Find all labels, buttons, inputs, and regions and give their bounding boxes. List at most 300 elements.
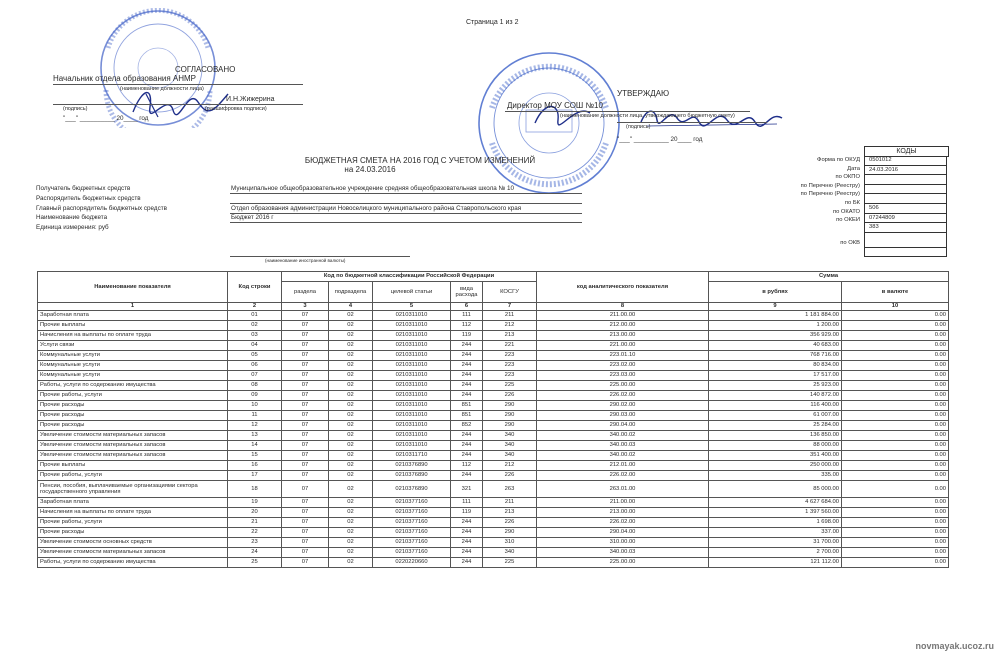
row-type: 112	[451, 321, 483, 331]
row-target: 0210311010	[373, 391, 451, 401]
row-kosgu: 223	[483, 351, 537, 361]
row-section: 07	[282, 558, 329, 568]
row-sum-rub: 1 397 560.00	[709, 508, 842, 518]
row-type: 244	[451, 558, 483, 568]
code-value: 0501012	[864, 156, 947, 166]
row-analytic: 290.04.00	[537, 528, 709, 538]
table-row	[38, 451, 949, 461]
requisite-line	[230, 193, 582, 194]
row-name: Прочие выплаты	[38, 321, 228, 331]
row-type: 852	[451, 421, 483, 431]
approval-left-decode-note: (расшифровка подписи)	[205, 106, 267, 112]
column-number: 8	[537, 303, 709, 311]
row-analytic: 340.00.02	[537, 451, 709, 461]
row-sum-rub: 85 000.00	[709, 481, 842, 498]
row-type: 851	[451, 411, 483, 421]
row-section: 07	[282, 351, 329, 361]
row-code: 01	[228, 311, 282, 321]
row-target: 0210376890	[373, 461, 451, 471]
row-sum-currency: 0.00	[842, 451, 949, 461]
watermark: novmayak.ucoz.ru	[915, 641, 994, 651]
row-section: 07	[282, 431, 329, 441]
row-target: 0210377160	[373, 538, 451, 548]
row-analytic: 211.00.00	[537, 311, 709, 321]
row-section: 07	[282, 401, 329, 411]
row-sum-currency: 0.00	[842, 461, 949, 471]
column-number: 1	[38, 303, 228, 311]
row-name: Прочие расходы	[38, 401, 228, 411]
row-code: 24	[228, 548, 282, 558]
row-section: 07	[282, 518, 329, 528]
row-sum-currency: 0.00	[842, 351, 949, 361]
row-name: Увеличение стоимости материальных запасов	[38, 548, 228, 558]
column-number: 9	[709, 303, 842, 311]
row-sum-rub: 337.00	[709, 528, 842, 538]
row-name: Работы, услуги по содержанию имущества	[38, 558, 228, 568]
row-section: 07	[282, 331, 329, 341]
row-sum-currency: 0.00	[842, 381, 949, 391]
requisite-line	[230, 213, 582, 214]
row-sum-rub: 1 181 884.00	[709, 311, 842, 321]
row-section: 07	[282, 451, 329, 461]
table-row	[38, 341, 949, 351]
header-section: раздела	[282, 282, 329, 303]
requisite-label: Главный распорядитель бюджетных средств	[36, 205, 167, 212]
row-sum-rub: 335.00	[709, 471, 842, 481]
row-kosgu: 290	[483, 401, 537, 411]
row-subsection: 02	[329, 351, 373, 361]
row-section: 07	[282, 321, 329, 331]
row-kosgu: 340	[483, 431, 537, 441]
row-subsection: 02	[329, 331, 373, 341]
table-row	[38, 381, 949, 391]
row-target: 0210311010	[373, 371, 451, 381]
row-analytic: 212.00.00	[537, 321, 709, 331]
row-type: 244	[451, 371, 483, 381]
row-sum-rub: 351 400.00	[709, 451, 842, 461]
approval-left-date: "___" __________ 20____ год	[63, 115, 149, 122]
row-kosgu: 290	[483, 411, 537, 421]
approval-right-sign-line	[617, 122, 767, 123]
row-section: 07	[282, 508, 329, 518]
row-section: 07	[282, 461, 329, 471]
row-kosgu: 290	[483, 421, 537, 431]
code-value: 24.03.2016	[864, 166, 947, 176]
row-subsection: 02	[329, 311, 373, 321]
table-row	[38, 441, 949, 451]
requisite-value: Муниципальное общеобразовательное учреждение средняя общеобразовательная школа № 10	[231, 185, 515, 192]
row-name: Услуги связи	[38, 341, 228, 351]
table-row	[38, 321, 949, 331]
row-code: 20	[228, 508, 282, 518]
row-name: Начисления на выплаты по оплате труда	[38, 508, 228, 518]
row-subsection: 02	[329, 481, 373, 498]
row-sum-rub: 768 716.00	[709, 351, 842, 361]
row-sum-currency: 0.00	[842, 508, 949, 518]
header-subsection: подраздела	[329, 282, 373, 303]
row-analytic: 226.02.00	[537, 471, 709, 481]
row-target: 0210377160	[373, 528, 451, 538]
row-sum-currency: 0.00	[842, 411, 949, 421]
row-section: 07	[282, 498, 329, 508]
requisite-line	[230, 203, 582, 204]
table-row	[38, 498, 949, 508]
row-kosgu: 211	[483, 498, 537, 508]
approval-right-date: "___" __________ 20____ год	[617, 136, 703, 143]
row-type: 244	[451, 538, 483, 548]
code-label: по БК	[844, 199, 860, 206]
row-section: 07	[282, 341, 329, 351]
row-subsection: 02	[329, 421, 373, 431]
row-kosgu: 211	[483, 311, 537, 321]
table-row	[38, 401, 949, 411]
row-type: 244	[451, 548, 483, 558]
row-sum-currency: 0.00	[842, 371, 949, 381]
code-label: по ОКАТО	[832, 208, 860, 215]
approval-right-line	[505, 111, 750, 112]
row-analytic: 223.01.10	[537, 351, 709, 361]
approval-left-signature-note: (подпись)	[63, 106, 88, 112]
row-analytic: 223.03.00	[537, 371, 709, 381]
header-kosgu: КОСГУ	[483, 282, 537, 303]
row-sum-currency: 0.00	[842, 558, 949, 568]
row-subsection: 02	[329, 411, 373, 421]
header-analytic: код аналитического показателя	[537, 272, 709, 303]
row-type: 244	[451, 361, 483, 371]
approval-right-signature-note: (подпись)	[626, 124, 651, 130]
row-target: 0210311010	[373, 351, 451, 361]
code-value	[864, 185, 947, 195]
row-code: 06	[228, 361, 282, 371]
row-kosgu: 212	[483, 321, 537, 331]
header-rub: в рублях	[709, 282, 842, 303]
row-sum-currency: 0.00	[842, 391, 949, 401]
row-code: 09	[228, 391, 282, 401]
row-section: 07	[282, 441, 329, 451]
row-sum-rub: 1 200.00	[709, 321, 842, 331]
code-value: 07244809	[864, 214, 947, 224]
row-sum-currency: 0.00	[842, 421, 949, 431]
row-name: Увеличение стоимости материальных запасов	[38, 451, 228, 461]
code-value	[864, 175, 947, 185]
code-label: по Перечню (Реестру)	[800, 182, 860, 189]
row-name: Работы, услуги по содержанию имущества	[38, 381, 228, 391]
row-subsection: 02	[329, 441, 373, 451]
approval-right-heading: УТВЕРЖДАЮ	[617, 89, 670, 98]
row-analytic: 290.02.00	[537, 401, 709, 411]
row-subsection: 02	[329, 461, 373, 471]
row-sum-rub: 121 112.00	[709, 558, 842, 568]
row-subsection: 02	[329, 431, 373, 441]
header-bk: Код по бюджетной классификации Российской Федерации	[282, 272, 537, 282]
row-name: Начисления на выплаты по оплате труда	[38, 331, 228, 341]
row-subsection: 02	[329, 341, 373, 351]
row-section: 07	[282, 391, 329, 401]
budget-table	[37, 271, 949, 568]
row-kosgu: 212	[483, 461, 537, 471]
currency-line	[230, 256, 410, 257]
row-sum-currency: 0.00	[842, 331, 949, 341]
row-name: Коммунальные услуги	[38, 361, 228, 371]
row-subsection: 02	[329, 538, 373, 548]
row-type: 851	[451, 401, 483, 411]
row-sum-rub: 140 872.00	[709, 391, 842, 401]
row-code: 08	[228, 381, 282, 391]
row-subsection: 02	[329, 548, 373, 558]
row-name: Прочие расходы	[38, 528, 228, 538]
table-row	[38, 558, 949, 568]
row-code: 10	[228, 401, 282, 411]
row-target: 0210377160	[373, 498, 451, 508]
row-kosgu: 213	[483, 331, 537, 341]
column-number: 4	[329, 303, 373, 311]
row-name: Пенсии, пособия, выплачиваемые организациями сектора государственного управления	[38, 481, 228, 498]
row-sum-currency: 0.00	[842, 401, 949, 411]
row-type: 244	[451, 441, 483, 451]
row-section: 07	[282, 528, 329, 538]
approval-left-sign-line	[53, 104, 303, 105]
row-code: 15	[228, 451, 282, 461]
requisite-label: Распорядитель бюджетных средств	[36, 195, 141, 202]
row-type: 119	[451, 508, 483, 518]
row-section: 07	[282, 538, 329, 548]
row-section: 07	[282, 361, 329, 371]
column-number: 3	[282, 303, 329, 311]
row-sum-currency: 0.00	[842, 528, 949, 538]
row-section: 07	[282, 311, 329, 321]
row-analytic: 263.01.00	[537, 481, 709, 498]
code-value	[864, 194, 947, 204]
row-kosgu: 223	[483, 361, 537, 371]
row-name: Коммунальные услуги	[38, 371, 228, 381]
column-number: 10	[842, 303, 949, 311]
row-sum-currency: 0.00	[842, 481, 949, 498]
requisite-label: Единица измерения: руб	[36, 224, 109, 231]
row-target: 0210311010	[373, 361, 451, 371]
table-row	[38, 411, 949, 421]
row-analytic: 226.02.00	[537, 391, 709, 401]
row-subsection: 02	[329, 321, 373, 331]
row-analytic: 310.00.00	[537, 538, 709, 548]
table-row	[38, 538, 949, 548]
row-analytic: 213.00.00	[537, 508, 709, 518]
row-type: 119	[451, 331, 483, 341]
codes-values	[864, 156, 947, 257]
header-target: целевой статьи	[373, 282, 451, 303]
row-type: 321	[451, 481, 483, 498]
table-row	[38, 431, 949, 441]
row-sum-rub: 40 683.00	[709, 341, 842, 351]
row-target: 0210377160	[373, 518, 451, 528]
row-section: 07	[282, 421, 329, 431]
row-target: 0210311710	[373, 451, 451, 461]
row-subsection: 02	[329, 528, 373, 538]
row-sum-currency: 0.00	[842, 538, 949, 548]
row-type: 111	[451, 498, 483, 508]
row-subsection: 02	[329, 471, 373, 481]
row-code: 23	[228, 538, 282, 548]
row-section: 07	[282, 548, 329, 558]
row-code: 25	[228, 558, 282, 568]
header-name: Наименование показателя	[38, 272, 228, 303]
row-subsection: 02	[329, 558, 373, 568]
row-analytic: 225.00.00	[537, 381, 709, 391]
row-analytic: 225.00.00	[537, 558, 709, 568]
row-sum-currency: 0.00	[842, 548, 949, 558]
row-target: 0210311010	[373, 441, 451, 451]
approval-left-heading: СОГЛАСОВАНО	[175, 65, 236, 74]
codes-labels	[740, 156, 860, 247]
row-target: 0210311010	[373, 381, 451, 391]
table-row	[38, 481, 949, 498]
requisite-value: Бюджет 2016 г	[231, 214, 274, 221]
column-number: 2	[228, 303, 282, 311]
row-target: 0220220660	[373, 558, 451, 568]
row-sum-rub: 25 284.00	[709, 421, 842, 431]
row-sum-rub: 31 700.00	[709, 538, 842, 548]
row-subsection: 02	[329, 451, 373, 461]
currency-note: (наименование иностранной валюты)	[265, 258, 346, 263]
row-sum-rub: 2 700.00	[709, 548, 842, 558]
code-label: по ОКПО	[835, 174, 860, 181]
row-kosgu: 226	[483, 518, 537, 528]
row-name: Увеличение стоимости основных средств	[38, 538, 228, 548]
table-row	[38, 471, 949, 481]
code-label: Форма по ОКУД	[817, 157, 860, 163]
row-kosgu: 225	[483, 558, 537, 568]
row-code: 17	[228, 471, 282, 481]
row-sum-rub: 25 923.00	[709, 381, 842, 391]
row-analytic: 340.00.03	[537, 441, 709, 451]
row-code: 03	[228, 331, 282, 341]
row-name: Прочие работы, услуги	[38, 471, 228, 481]
requisite-label: Наименование бюджета	[36, 214, 108, 221]
table-row	[38, 518, 949, 528]
row-type: 244	[451, 431, 483, 441]
row-type: 244	[451, 381, 483, 391]
approval-right-position-note: (наименование должности лица, утверждающего бюджетную смету)	[560, 113, 735, 119]
code-label: по ОКВ	[840, 239, 860, 246]
table-row	[38, 508, 949, 518]
row-section: 07	[282, 481, 329, 498]
row-subsection: 02	[329, 508, 373, 518]
row-type: 244	[451, 518, 483, 528]
row-analytic: 340.00.03	[537, 548, 709, 558]
document-date: на 24.03.2016	[344, 165, 396, 174]
row-analytic: 223.02.00	[537, 361, 709, 371]
row-analytic: 212.01.00	[537, 461, 709, 471]
row-name: Прочие расходы	[38, 411, 228, 421]
row-analytic: 290.04.00	[537, 421, 709, 431]
row-sum-currency: 0.00	[842, 341, 949, 351]
row-kosgu: 290	[483, 528, 537, 538]
row-code: 19	[228, 498, 282, 508]
row-kosgu: 213	[483, 508, 537, 518]
code-label: по Перечню (Реестру)	[800, 191, 860, 198]
row-name: Заработная плата	[38, 311, 228, 321]
code-value: 383	[864, 223, 947, 233]
row-sum-currency: 0.00	[842, 498, 949, 508]
page-label: Страница 1 из 2	[466, 19, 519, 26]
row-sum-rub: 250 000.00	[709, 461, 842, 471]
table-row	[38, 371, 949, 381]
row-name: Прочие выплаты	[38, 461, 228, 471]
row-kosgu: 225	[483, 381, 537, 391]
row-name: Увеличение стоимости материальных запасов	[38, 431, 228, 441]
row-subsection: 02	[329, 381, 373, 391]
row-target: 0210311010	[373, 311, 451, 321]
row-sum-currency: 0.00	[842, 311, 949, 321]
table-row	[38, 361, 949, 371]
document-title: БЮДЖЕТНАЯ СМЕТА НА 2016 ГОД С УЧЕТОМ ИЗМЕНЕНИЙ	[304, 156, 536, 165]
table-row	[38, 548, 949, 558]
row-code: 11	[228, 411, 282, 421]
row-code: 04	[228, 341, 282, 351]
code-value	[864, 248, 947, 258]
row-subsection: 02	[329, 361, 373, 371]
row-target: 0210311010	[373, 421, 451, 431]
row-type: 244	[451, 528, 483, 538]
approval-left-position-note: (наименование должности лица)	[120, 86, 204, 92]
header-row-code: Код строки	[228, 272, 282, 303]
row-name: Заработная плата	[38, 498, 228, 508]
row-target: 0210311010	[373, 341, 451, 351]
row-kosgu: 226	[483, 471, 537, 481]
header-type: вида расхода	[451, 282, 483, 303]
row-code: 02	[228, 321, 282, 331]
row-analytic: 221.00.00	[537, 341, 709, 351]
row-analytic: 211.00.00	[537, 498, 709, 508]
table-row	[38, 421, 949, 431]
approval-right-position: Директор МОУ СОШ №10	[507, 101, 603, 110]
row-target: 0210377160	[373, 548, 451, 558]
column-number: 6	[451, 303, 483, 311]
row-section: 07	[282, 381, 329, 391]
row-name: Прочие расходы	[38, 421, 228, 431]
row-section: 07	[282, 371, 329, 381]
row-section: 07	[282, 471, 329, 481]
row-sum-currency: 0.00	[842, 321, 949, 331]
row-code: 16	[228, 461, 282, 471]
row-name: Увеличение стоимости материальных запасов	[38, 441, 228, 451]
column-number: 5	[373, 303, 451, 311]
row-kosgu: 340	[483, 441, 537, 451]
requisite-line	[230, 222, 582, 223]
row-sum-currency: 0.00	[842, 441, 949, 451]
row-sum-currency: 0.00	[842, 431, 949, 441]
row-code: 18	[228, 481, 282, 498]
approval-left-name: И.Н.Жижерина	[226, 96, 275, 103]
code-label: по ОКЕИ	[836, 217, 860, 224]
row-target: 0210376890	[373, 481, 451, 498]
row-sum-rub: 17 517.00	[709, 371, 842, 381]
header-sum: Сумма	[709, 272, 949, 282]
row-target: 0210376890	[373, 471, 451, 481]
header-currency: в валюте	[842, 282, 949, 303]
row-sum-currency: 0.00	[842, 361, 949, 371]
row-subsection: 02	[329, 518, 373, 528]
row-target: 0210311010	[373, 331, 451, 341]
row-code: 13	[228, 431, 282, 441]
row-type: 244	[451, 341, 483, 351]
requisite-label: Получатель бюджетных средств	[36, 185, 131, 192]
row-analytic: 213.00.00	[537, 331, 709, 341]
row-target: 0210311010	[373, 401, 451, 411]
row-code: 22	[228, 528, 282, 538]
row-subsection: 02	[329, 391, 373, 401]
row-sum-currency: 0.00	[842, 518, 949, 528]
table-row	[38, 351, 949, 361]
